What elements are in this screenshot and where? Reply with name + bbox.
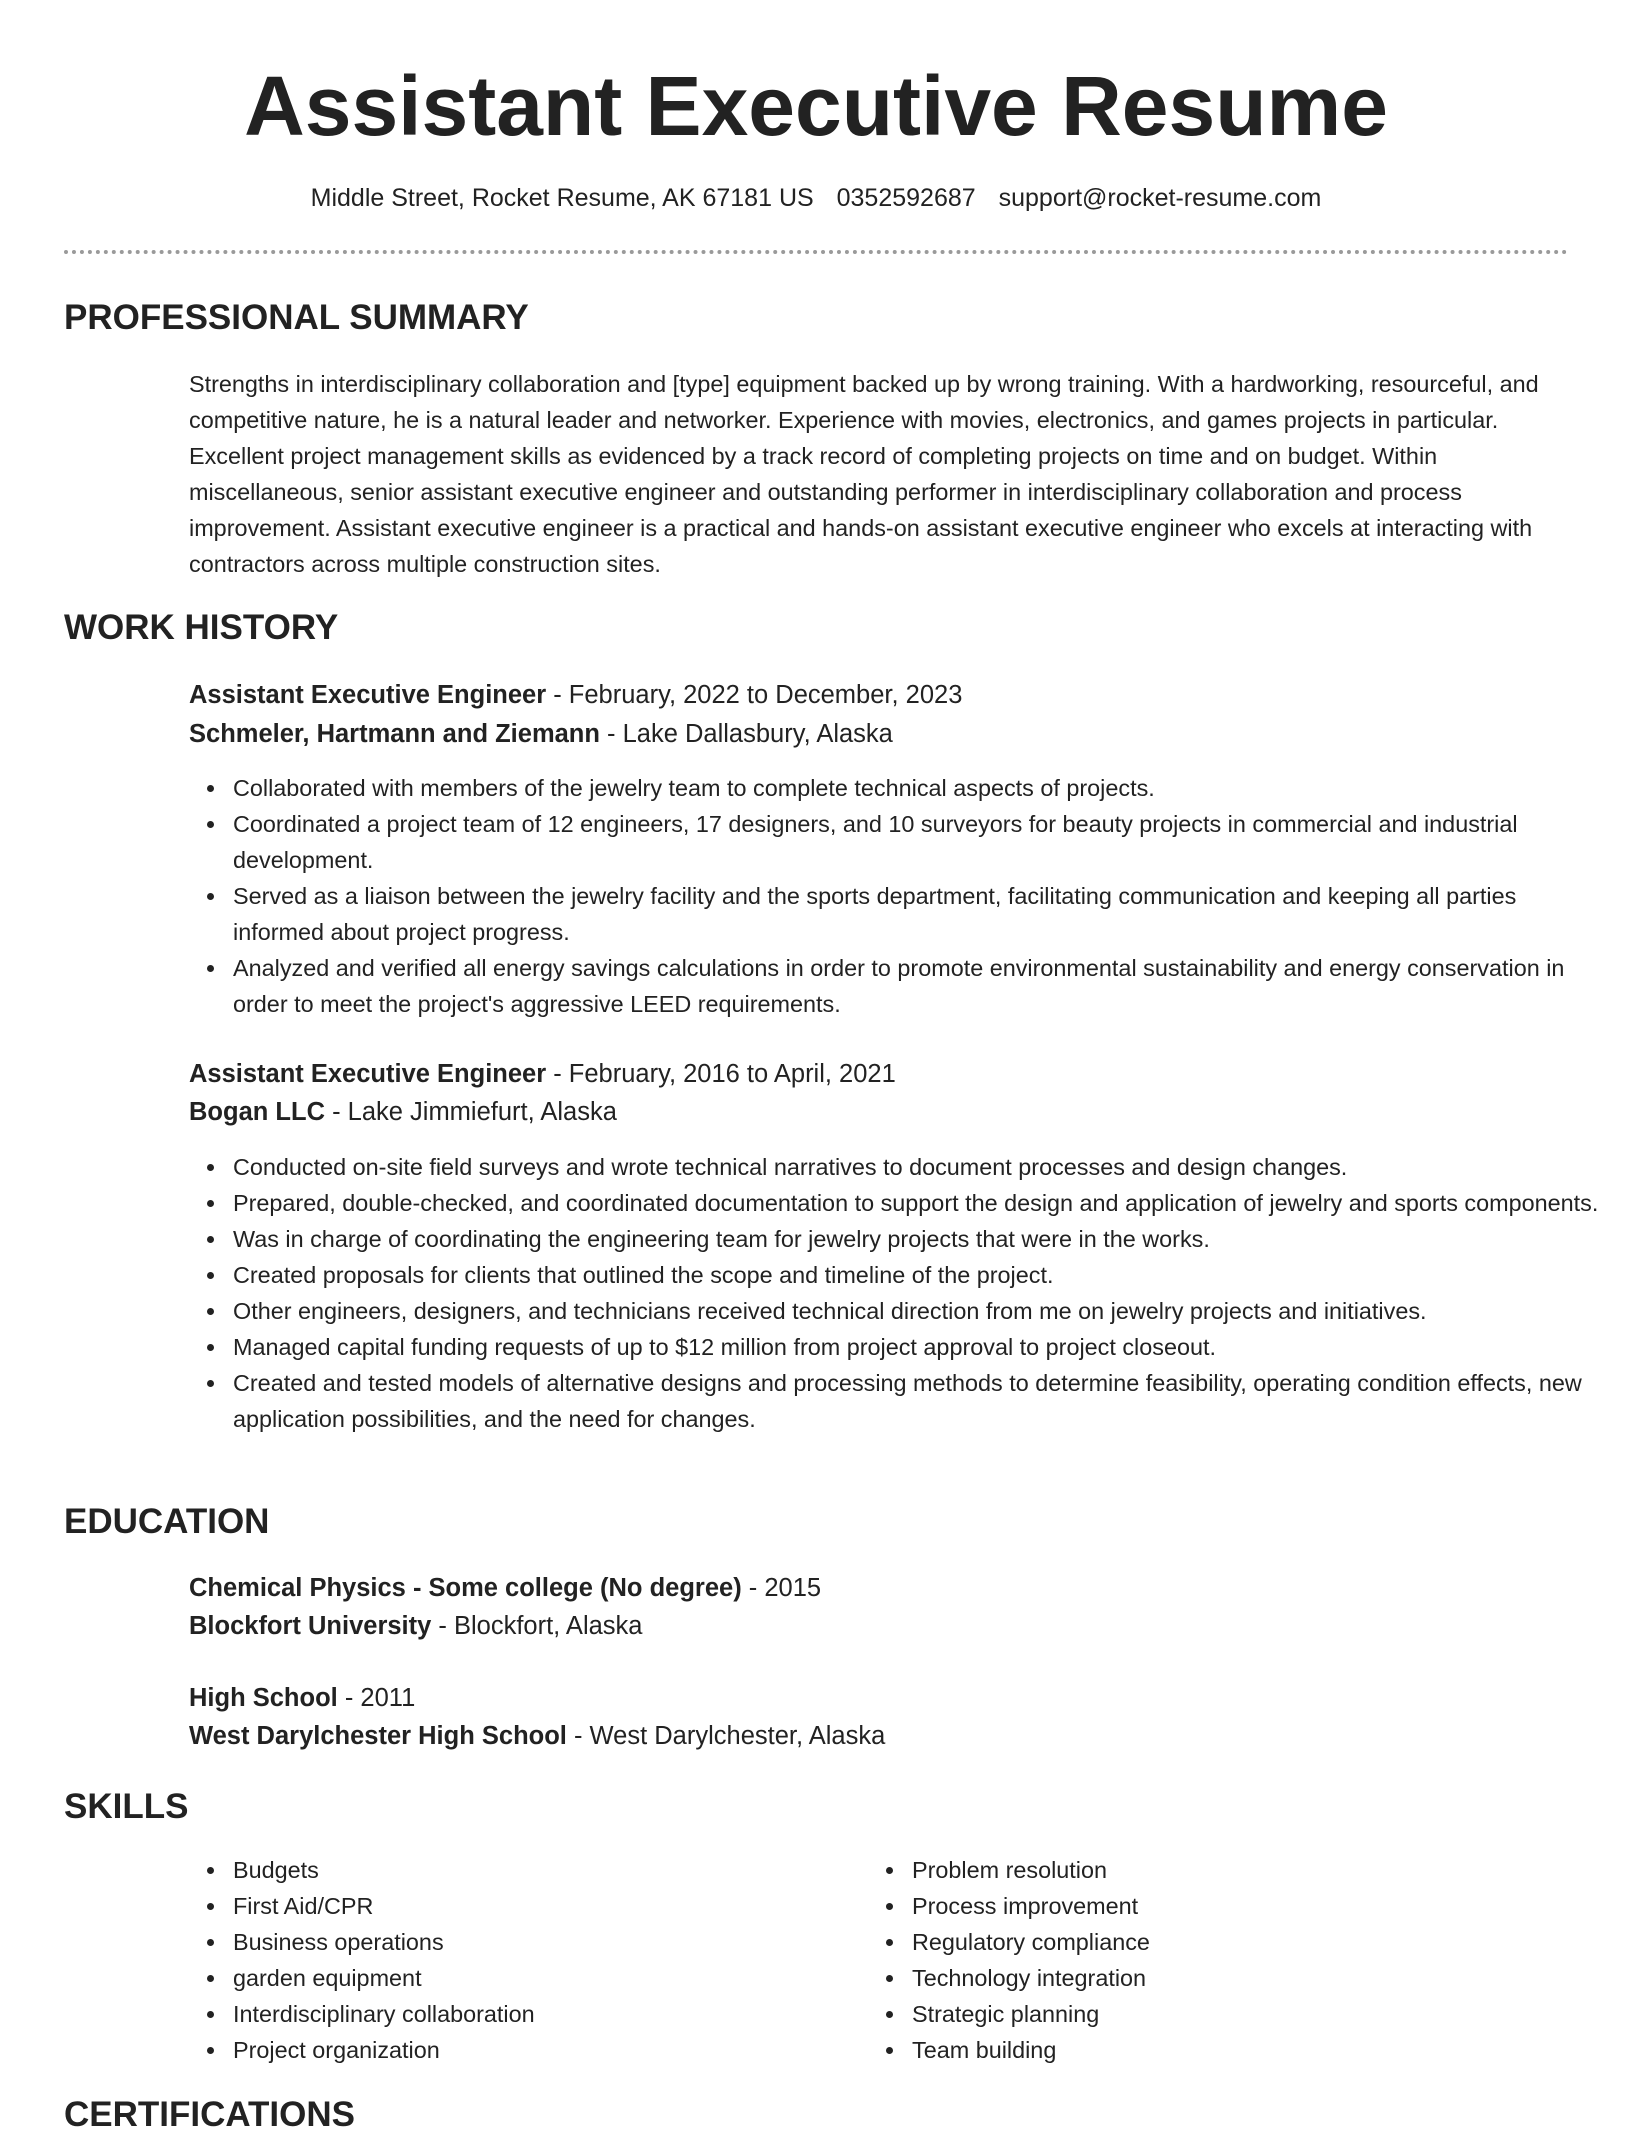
- skill-item: Technology integration: [912, 1960, 1512, 1996]
- skill-item: Budgets: [233, 1852, 833, 1888]
- education-1-year: - 2015: [741, 1574, 822, 1602]
- job-1-role: Assistant Executive Engineer: [189, 681, 547, 709]
- education-1-location: - Blockfort, Alaska: [431, 1612, 643, 1640]
- job-1-title-line: [189, 677, 1569, 713]
- skill-item: Regulatory compliance: [912, 1924, 1512, 1960]
- job-1-company-line: [189, 716, 1569, 752]
- list-item: Prepared, double-checked, and coordinated documentation to support the design and application of jewelry and sports components.: [233, 1185, 1613, 1221]
- education-2-year: - 2011: [337, 1684, 416, 1712]
- contact-line: [0, 181, 1632, 215]
- education-1-degree-line: [189, 1570, 1569, 1606]
- list-item: Created proposals for clients that outlined the scope and timeline of the project.: [233, 1257, 1613, 1293]
- list-item: Was in charge of coordinating the engineering team for jewelry projects that were in the works.: [233, 1221, 1613, 1257]
- job-2-company: Bogan LLC: [189, 1098, 325, 1126]
- list-item: Coordinated a project team of 12 engineers, 17 designers, and 10 surveyors for beauty projects in commercial and industrial development.: [233, 806, 1613, 878]
- section-title-education: EDUCATION: [64, 1502, 270, 1541]
- list-item: Managed capital funding requests of up to $12 million from project approval to project closeout.: [233, 1329, 1613, 1365]
- skills-list-left: [189, 1852, 833, 2068]
- education-1-school: Blockfort University: [189, 1612, 432, 1640]
- job-2-role: Assistant Executive Engineer: [189, 1060, 547, 1088]
- section-title-summary: PROFESSIONAL SUMMARY: [64, 298, 529, 337]
- summary-text: Strengths in interdisciplinary collaboration and [type] equipment backed up by wrong training. With a hardworking, resourceful, and competitive nature, he is a natural leader and networker. Experience with movies, electronics, and games projects in particular. Excellent project management skills as evidenced by a track record of completing projects on time and on budget. Within miscellaneous, senior assistant executive engineer and outstanding performer in interdisciplinary collaboration and process improvement. Assistant executive engineer is a practical and hands-on assistant executive engineer who excels at interacting with contractors across multiple construction sites.: [189, 371, 1539, 577]
- education-1-degree: Chemical Physics - Some college (No degree): [189, 1574, 742, 1602]
- job-1-location: - Lake Dallasbury, Alaska: [599, 720, 893, 748]
- contact-phone: 0352592687: [836, 184, 976, 212]
- job-1-bullets: [189, 770, 1613, 1022]
- job-2-bullets: [189, 1149, 1613, 1437]
- list-item: Conducted on-site field surveys and wrote technical narratives to document processes and design changes.: [233, 1149, 1613, 1185]
- list-item: Served as a liaison between the jewelry facility and the sports department, facilitating communication and keeping all parties informed about project progress.: [233, 878, 1613, 950]
- skills-list-right: [868, 1852, 1512, 2068]
- skill-item: Problem resolution: [912, 1852, 1512, 1888]
- skill-item: Team building: [912, 2032, 1512, 2068]
- section-title-certifications: CERTIFICATIONS: [64, 2095, 356, 2134]
- job-1-company: Schmeler, Hartmann and Ziemann: [189, 720, 600, 748]
- resume-title: Assistant Executive Resume: [244, 59, 1388, 153]
- job-2-company-line: [189, 1094, 1569, 1130]
- list-item: Created and tested models of alternative designs and processing methods to determine feasibility, operating condition effects, new application possibilities, and the need for changes.: [233, 1365, 1613, 1437]
- skill-item: Business operations: [233, 1924, 833, 1960]
- education-2-school-line: [189, 1718, 1569, 1754]
- contact-email: support@rocket-resume.com: [998, 184, 1322, 212]
- education-2-degree-line: [189, 1680, 1569, 1716]
- education-2-location: - West Darylchester, Alaska: [566, 1722, 886, 1750]
- education-2-degree: High School: [189, 1684, 338, 1712]
- skill-item: Project organization: [233, 2032, 833, 2068]
- header-divider: [64, 250, 1568, 254]
- skill-item: Strategic planning: [912, 1996, 1512, 2032]
- list-item: Analyzed and verified all energy savings calculations in order to promote environmental sustainability and energy conservation in order to meet the project's aggressive LEED requirements.: [233, 950, 1613, 1022]
- skill-item: Interdisciplinary collaboration: [233, 1996, 833, 2032]
- skill-item: Process improvement: [912, 1888, 1512, 1924]
- job-1-dates: - February, 2022 to December, 2023: [546, 681, 963, 709]
- job-2-location: - Lake Jimmiefurt, Alaska: [324, 1098, 617, 1126]
- skill-item: First Aid/CPR: [233, 1888, 833, 1924]
- section-title-skills: SKILLS: [64, 1787, 189, 1826]
- education-2-school: West Darylchester High School: [189, 1722, 567, 1750]
- contact-address: Middle Street, Rocket Resume, AK 67181 US: [310, 184, 814, 212]
- skill-item: garden equipment: [233, 1960, 833, 1996]
- education-1-school-line: [189, 1608, 1569, 1644]
- job-2-dates: - February, 2016 to April, 2021: [546, 1060, 896, 1088]
- section-title-work-history: WORK HISTORY: [64, 608, 339, 647]
- list-item: Collaborated with members of the jewelry team to complete technical aspects of projects.: [233, 770, 1613, 806]
- job-2-title-line: [189, 1056, 1569, 1092]
- list-item: Other engineers, designers, and technicians received technical direction from me on jewelry projects and initiatives.: [233, 1293, 1613, 1329]
